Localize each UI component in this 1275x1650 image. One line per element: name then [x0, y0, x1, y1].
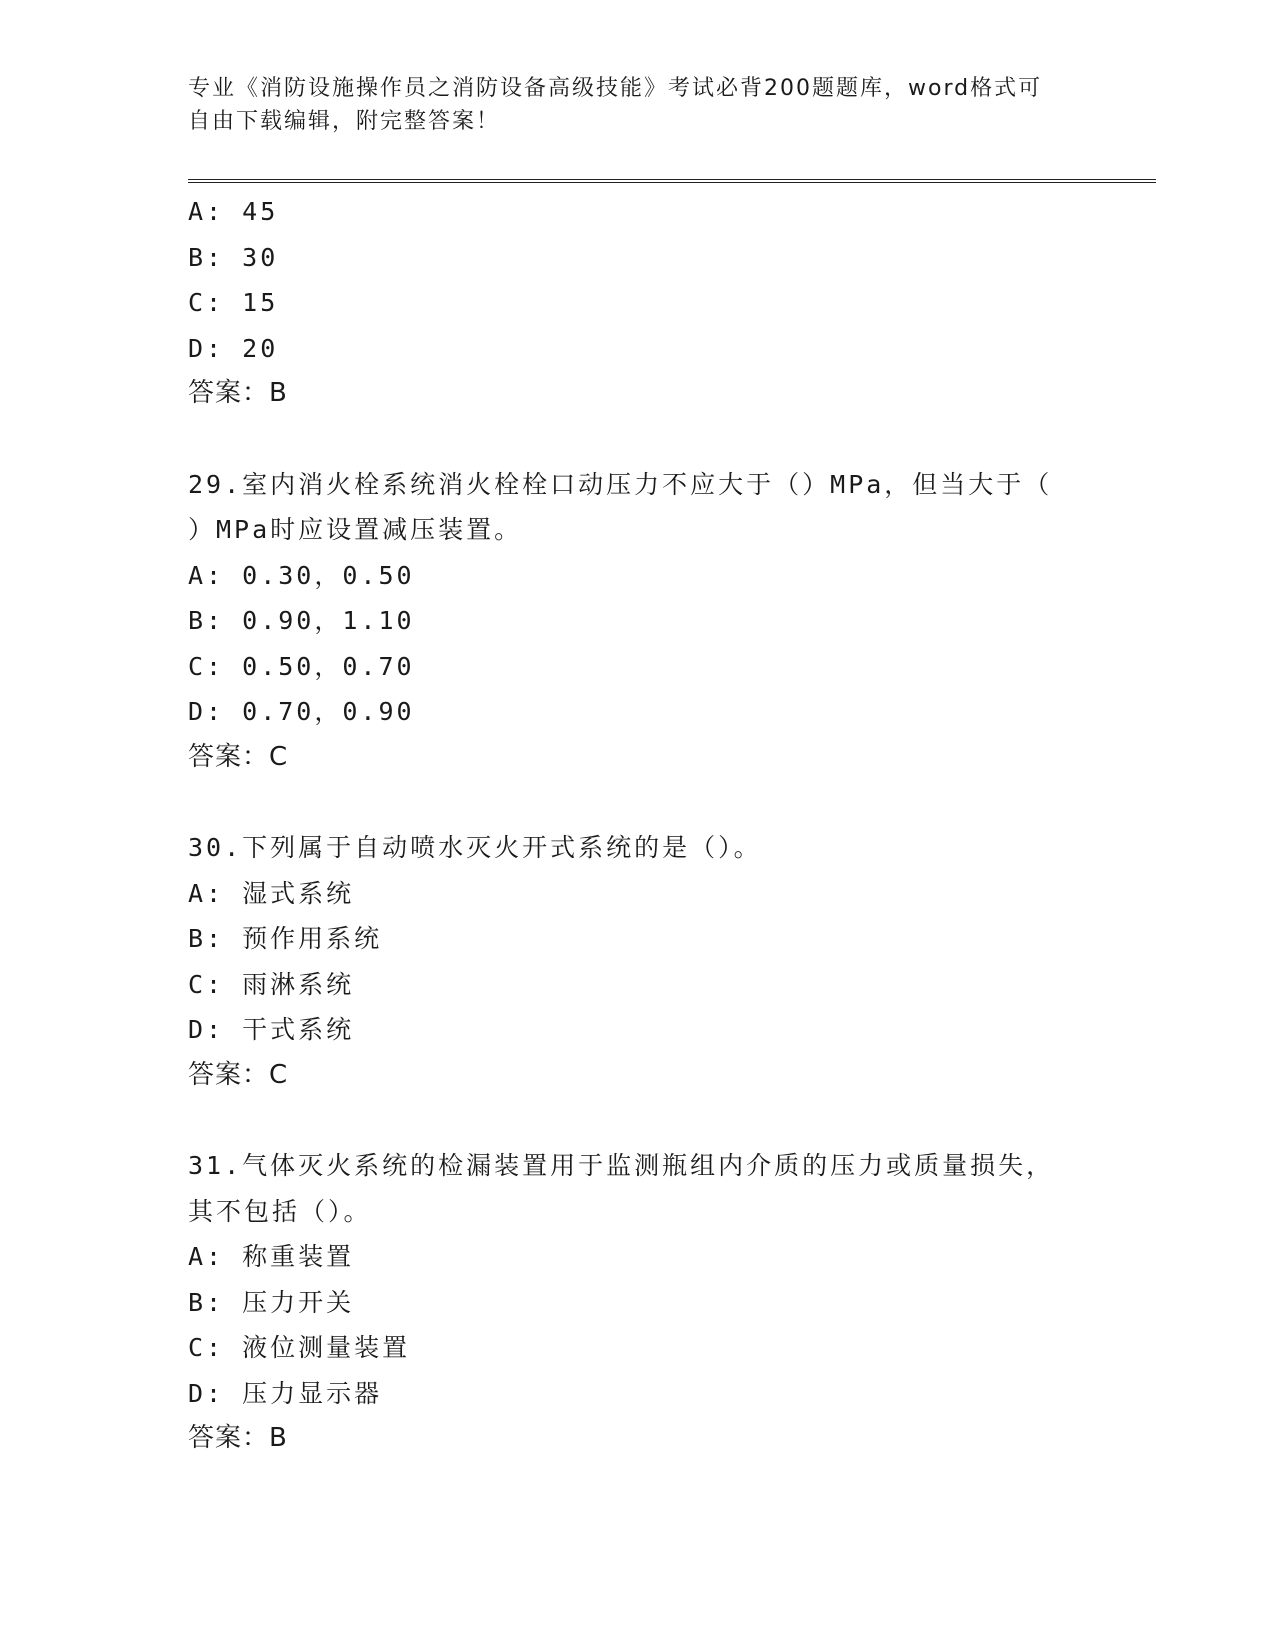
answer-line: [188, 1416, 1088, 1462]
question-stem-line-2: 其不包括（）。: [188, 1196, 372, 1226]
answer-line: [188, 371, 1088, 417]
option-d: D: 0.70，0.90: [188, 697, 415, 726]
option-b: B: 压力开关: [188, 1287, 355, 1317]
option-b: B: 30: [188, 242, 279, 272]
header-divider: [188, 179, 1156, 183]
header-line-1: 专业《消防设施操作员之消防设备高级技能》考试必背200题题库，word格式可: [188, 76, 1043, 101]
question-31: [188, 1143, 1088, 1462]
answer-line: [188, 735, 1088, 781]
answer-label: 答案：: [188, 1423, 270, 1453]
option-c: C: 0.50，0.70: [188, 651, 415, 681]
answer-value: B: [269, 378, 288, 408]
answer-label: 答案：: [188, 378, 270, 408]
answer-line: [188, 1053, 1088, 1099]
question-stem-line-1: 30.下列属于自动喷水灭火开式系统的是（）。: [188, 833, 762, 862]
option-a: A: 45: [188, 197, 279, 226]
option-d: D: 20: [188, 333, 279, 363]
option-c: C: 液位测量装置: [188, 1333, 411, 1362]
option-a: A: 0.30，0.50: [188, 560, 415, 590]
option-a: A: 称重装置: [188, 1242, 355, 1271]
question-28: [188, 189, 1088, 417]
question-stem-line-1: 29.室内消火栓系统消火栓栓口动压力不应大于（）MPa，但当大于（: [188, 469, 1053, 499]
answer-label: 答案：: [188, 1059, 270, 1090]
answer-value: C: [269, 741, 289, 772]
option-b: B: 0.90，1.10: [188, 606, 415, 635]
option-d: D: 压力显示器: [188, 1378, 383, 1408]
option-b: B: 预作用系统: [188, 924, 383, 953]
option-c: C: 15: [188, 288, 279, 317]
answer-value: C: [269, 1059, 289, 1090]
question-stem-line-1: 31.气体灭火系统的检漏装置用于监测瓶组内介质的压力或质量损失，: [188, 1151, 1055, 1180]
answer-value: B: [269, 1423, 288, 1453]
option-d: D: 干式系统: [188, 1015, 355, 1044]
question-29: [188, 462, 1088, 781]
question-stem-line-2: ）MPa时应设置减压装置。: [188, 515, 523, 544]
question-list: [188, 189, 1088, 1507]
question-30: [188, 825, 1088, 1098]
option-a: A: 湿式系统: [188, 878, 355, 908]
document-header: [188, 72, 1068, 138]
option-c: C: 雨淋系统: [188, 969, 355, 999]
header-line-2: 自由下载编辑，附完整答案！: [188, 109, 501, 134]
answer-label: 答案：: [188, 741, 270, 772]
